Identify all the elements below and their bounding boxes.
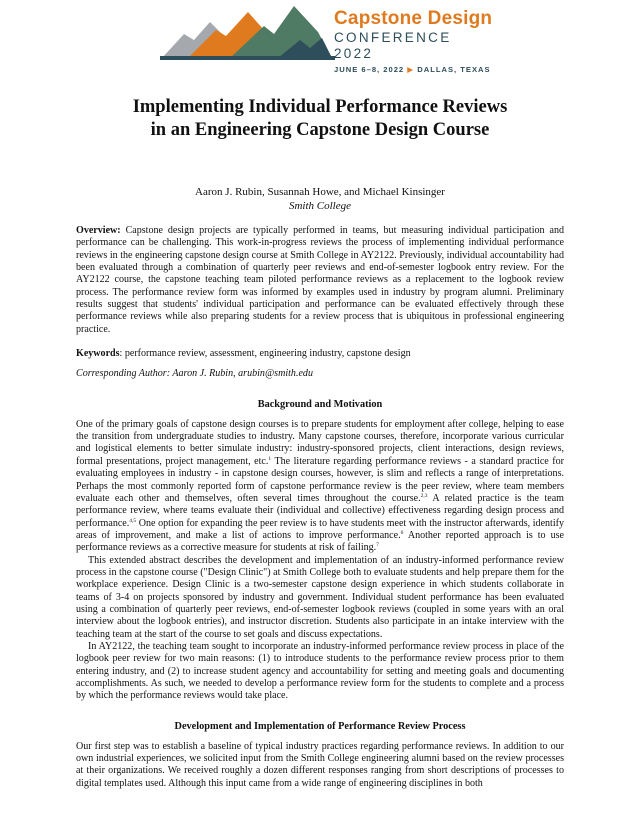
abstract-text: Capstone design projects are typically performed in teams, but measuring individual participation and performance can be challenging. This work-in-progress reviews the process of implementing individual performance reviews in the engineering capstone design course at Smith College in AY2122. Previously, individual accountability had been evaluated through a combination of quarterly peer reviews and end-of-semester logbook entry review. For the AY2122 course, the capstone teaching team piloted performance reviews as a replacement to the logbook review process. The performance review form was informed by examples used in industry by program alumni. Preliminary results suggest that students' individual participation and performance can be evaluated effectively through these performance reviews while also preparing students for a review process that is ubiquitous in professional engineering practice. <box>76 225 564 335</box>
development-paragraph-1: Our first step was to establish a baseline of typical industry practices regarding performance reviews. In addition to our own industrial experiences, we solicited input from the Smith College engineering alumni based on the review processes at their organizations. We received roughly a dozen different responses ranging from short descriptions of processes to digital templates used. Although this input came from a wide range of engineering disciplines in both <box>76 740 564 789</box>
conference-date: JUNE 6–8, 2022 <box>334 65 405 74</box>
conference-name: Capstone Design <box>334 8 493 29</box>
conference-banner <box>160 4 493 74</box>
citation-ref: 2,3 <box>420 492 428 499</box>
author-list: Aaron J. Rubin, Susannah Howe, and Michael Kinsinger <box>195 186 445 198</box>
affiliation: Smith College <box>288 200 352 212</box>
paper-title-line-2: in an Engineering Capstone Design Course <box>150 120 490 140</box>
background-text-b: The literature regarding performance reviews - a standard practice for evaluating employees in industry - in capstone design courses, however, is slim and reflects a range of interpretations. Perhaps the most commonly reported form of capstone performance review is the peer review, where team members evaluate each other and themselves, often several times throughout the course. <box>76 455 564 504</box>
abstract-paragraph <box>76 225 564 336</box>
background-paragraph-2: This extended abstract describes the development and implementation of an industry-informed performance review process in the capstone course ("Design Clinic") at Smith College both to evaluate students and help prepare them for the workplace experience. Design Clinic is a two-semester capstone design experience in which students collaborate in teams of 3-4 on projects sponsored by industry and government. Individual student performance has been evaluated using a combination of quarterly peer reviews, end-of-semester logbook reviews (coupled in some years with an oral interview about the logbook entries), and instructor discretion. Students also participate in an intake interview with the teaching team at the start of the course to set goals and discuss expectations. <box>76 554 564 640</box>
citation-ref: 1 <box>268 455 272 462</box>
paper-title <box>76 96 564 142</box>
arrow-right-icon: ▶ <box>407 65 415 74</box>
mountain-logo-icon <box>160 4 335 60</box>
banner-base-bar <box>160 56 335 60</box>
paper-body <box>76 96 564 790</box>
keywords-text: : performance review, assessment, engineering industry, capstone design <box>119 348 411 360</box>
background-paragraph-1 <box>76 419 564 555</box>
citation-ref: 4,5 <box>129 517 137 524</box>
paper-title-line-1: Implementing Individual Performance Reviews <box>132 97 508 117</box>
conference-wordmark <box>334 8 494 76</box>
citation-ref: 7 <box>376 542 379 549</box>
conference-location: DALLAS, TEXAS <box>417 65 491 74</box>
corresponding-author: Corresponding Author: Aaron J. Rubin, arubin@smith.edu <box>76 368 313 380</box>
conference-year: CONFERENCE 2022 <box>334 30 452 61</box>
background-text-a: One of the primary goals of capstone design courses is to prepare students for employment after college, helping to ease the transition from undergraduate studies to industry. Many capstone courses, therefore, incorporate various curricular and logistical elements to better simulate industry: industry-sponsored projects, client interactions, design reviews, formal presentations, project management, etc. <box>76 418 564 467</box>
citation-ref: 6 <box>400 529 404 536</box>
keywords-paragraph <box>76 348 564 360</box>
background-text-e: Another reported approach is to use performance reviews as a corrective measure for students at risk of failing. <box>76 529 564 554</box>
section-heading-development: Development and Implementation of Performance Review Process <box>174 720 466 732</box>
background-paragraph-3: In AY2122, the teaching team sought to incorporate an industry-informed performance review process in place of the logbook peer review for two main reasons: (1) to introduce students to the performance review process prior to them entering industry, and (2) to increase student agency and accountability for setting and meeting goals and documenting accomplishments. As such, we needed to develop a performance review form for the students to complete and a process by which the performance reviews would take place. <box>76 640 564 702</box>
background-text-c: A related practice is the team performance review, where teams evaluate their (individual and collective) effectiveness regarding design process and performance. <box>76 492 564 529</box>
conference-date-location <box>334 64 494 76</box>
background-text-d: One option for expanding the peer review is to have students meet with the instructor afterwards, identify areas of improvement, and make a list of actions to improve performance. <box>76 517 564 541</box>
abstract-label: Overview: <box>76 225 121 236</box>
section-heading-background: Background and Motivation <box>257 398 383 410</box>
keywords-label: Keywords <box>76 348 120 360</box>
